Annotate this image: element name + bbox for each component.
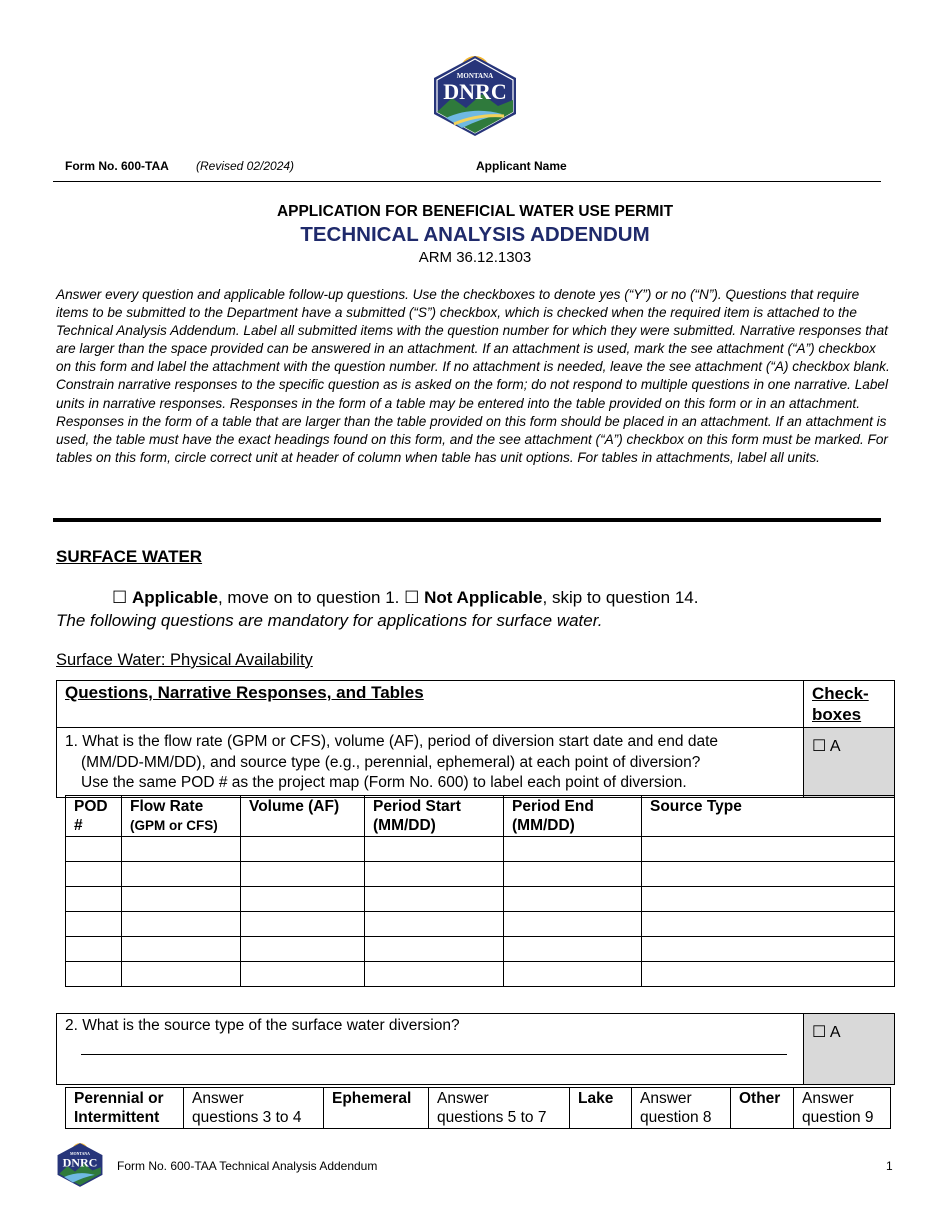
question-2-table (56, 1013, 895, 1085)
flow-rate-header: Flow Rate (GPM or CFS) (122, 796, 241, 837)
applicable-label: Applicable (131, 588, 218, 607)
pod-table (65, 795, 895, 987)
not-applicable-checkbox[interactable]: ☐ (404, 588, 420, 607)
perennial-option: Perennial or Intermittent (66, 1088, 184, 1129)
instructions-paragraph: Answer every question and applicable follow-up questions. Use the checkboxes to denote yes (“Y”) or no (“N”). Questions that require items to be submitted to the Department have a submitted (“S”) checkbox, which is checked when the required item is attached to the Technical Analysis Addendum. Label all submitted items with the question number for which they were submitted. Narrative responses that are larger than the space provided can be answered in an attachment. If an attachment is used, mark the see attachment (“A”) checkbox on this form and label the attachment with the question number. If no attachment is needed, leave the see attachment (“A) checkbox blank. Constrain narrative responses to the specific question as is asked on the form; do not respond to multiple questions in one narrative. Label units in narrative responses. Responses in the form of a table may be entered into the table provided on this form or in an attachment. Responses in the form of a table that are larger than the table provided on this form should be placed in an attachment. If an attachment is used, the table must have the exact headings found on this form, and the see attachment (“A”) checkbox on this form must be marked. For tables on this form, circle correct unit at header of column when table has unit options. For tables in attachments, label all units. (56, 287, 890, 465)
footer-logo (56, 1142, 104, 1188)
source-type-table (65, 1087, 891, 1129)
perennial-instruction: Answer questions 3 to 4 (184, 1088, 324, 1129)
table-row (66, 862, 895, 887)
volume-header: Volume (AF) (241, 796, 365, 837)
question-1-attachment-checkbox[interactable]: ☐ A (804, 728, 895, 798)
applicant-name-label: Applicant Name (476, 159, 567, 173)
not-applicable-label: Not Applicable (424, 588, 543, 607)
table-row (66, 887, 895, 912)
question-1: 1. What is the flow rate (GPM or CFS), volume (AF), period of diversion start date and end date (MM/DD-MM/DD), and source type (e.g., perennial, ephemeral) at each point of diversion? Use the same POD # as the project map (Form No. 600) to label each point of diversion. (57, 728, 804, 798)
pod-header: POD # (66, 796, 122, 837)
addendum-title: TECHNICAL ANALYSIS ADDENDUM (300, 223, 650, 246)
table-row (66, 937, 895, 962)
table-row (66, 912, 895, 937)
applicability-line (112, 588, 698, 608)
other-option: Other (731, 1088, 794, 1129)
arm-reference: ARM 36.12.1303 (418, 249, 532, 266)
source-type-header: Source Type (642, 796, 895, 837)
question-2-attachment-checkbox[interactable]: ☐ A (804, 1014, 895, 1085)
header-divider (53, 181, 881, 182)
lake-option: Lake (570, 1088, 632, 1129)
page-number: 1 (886, 1159, 893, 1173)
ephemeral-instruction: Answer questions 5 to 7 (429, 1088, 570, 1129)
footer-text: Form No. 600-TAA Technical Analysis Addendum (117, 1159, 378, 1173)
lake-instruction: Answer question 8 (632, 1088, 731, 1129)
application-title: APPLICATION FOR BENEFICIAL WATER USE PERMIT (276, 203, 674, 220)
checkboxes-column-header: Check- boxes (804, 681, 895, 728)
form-number: Form No. 600-TAA (65, 159, 169, 173)
section-rule (53, 518, 881, 522)
questions-table (56, 680, 895, 798)
applicable-instruction: , move on to question 1. (217, 588, 400, 607)
not-applicable-instruction: , skip to question 14. (542, 588, 699, 607)
logo-top-text: MONTANA (456, 72, 494, 80)
section-title: SURFACE WATER (56, 547, 203, 566)
dnrc-logo (432, 54, 518, 138)
other-instruction: Answer question 9 (794, 1088, 891, 1129)
revised-date: (Revised 02/2024) (196, 159, 295, 173)
table-row (66, 962, 895, 987)
mandatory-note: The following questions are mandatory for applications for surface water. (56, 611, 603, 630)
logo-main-text: DNRC (443, 79, 507, 104)
subsection-title: Surface Water: Physical Availability (56, 651, 313, 669)
svg-text:MONTANA: MONTANA (70, 1152, 90, 1157)
period-end-header: Period End (MM/DD) (504, 796, 642, 837)
applicable-checkbox[interactable]: ☐ (112, 588, 128, 607)
question-2-answer-line[interactable] (81, 1040, 787, 1055)
svg-text:DNRC: DNRC (62, 1155, 98, 1170)
period-start-header: Period Start (MM/DD) (365, 796, 504, 837)
question-2: 2. What is the source type of the surface water diversion? (57, 1014, 804, 1085)
questions-column-header: Questions, Narrative Responses, and Tables (57, 681, 804, 728)
ephemeral-option: Ephemeral (324, 1088, 429, 1129)
table-row (66, 837, 895, 862)
